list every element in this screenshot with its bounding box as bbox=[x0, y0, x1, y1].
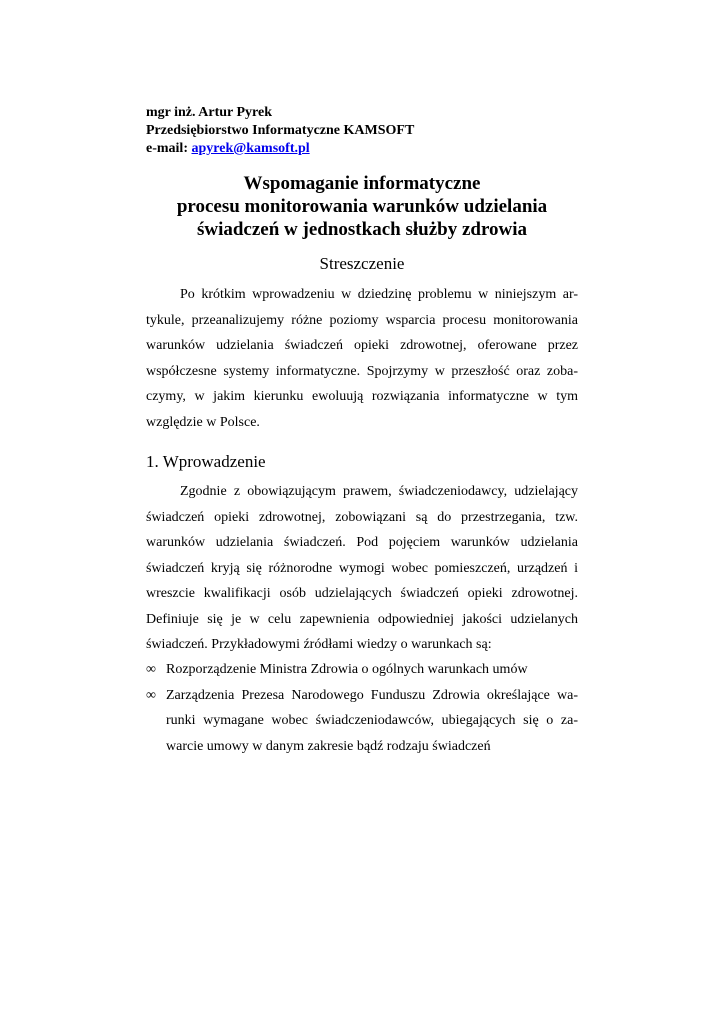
list-item bbox=[146, 683, 578, 760]
author-email-line bbox=[146, 140, 414, 158]
bullet-line: Zarządzenia Prezesa Narodowego Funduszu Zdrowia określające wa- bbox=[166, 687, 578, 703]
abstract-line: tykule, przeanalizujemy różne poziomy wsparcia procesu monitorowania bbox=[146, 312, 578, 328]
section-line: warunków udzielania świadczeń. Pod pojęciem warunków udzielania bbox=[146, 535, 578, 550]
abstract-line: względzie w Polsce. bbox=[146, 414, 260, 430]
bullet-line: runki wymagane wobec świadczeniodawców, ubiegających się o za- bbox=[166, 713, 578, 728]
abstract-line: czymy, w jakim kierunku ewoluują rozwiązania informatyczne w tym bbox=[146, 389, 578, 404]
bullet-list bbox=[146, 657, 578, 759]
section-paragraph bbox=[146, 479, 578, 658]
section-line: Definiuje się je w celu zapewnienia odpowiedniej jakości udzielanych bbox=[146, 611, 578, 627]
paper-title bbox=[146, 172, 578, 241]
section-heading: 1. Wprowadzenie bbox=[146, 452, 266, 471]
email-label: e-mail: bbox=[146, 141, 188, 156]
section-line: Zgodnie z obowiązującym prawem, świadczeniodawcy, udzielający bbox=[180, 484, 578, 499]
section-line: wreszcie kwalifikacji osób udzielających świadczeń opieki zdrowotnej. bbox=[146, 586, 578, 601]
bullet-symbol: ∞ bbox=[146, 662, 156, 677]
section-line: świadczeń opieki zdrowotnej, zobowiązani są do przestrzegania, tzw. bbox=[146, 509, 578, 525]
bullet-line: warcie umowy w danym zakresie bądź rodzaju świadczeń bbox=[166, 738, 491, 754]
bullet-line: Rozporządzenie Ministra Zdrowia o ogólnych warunkach umów bbox=[166, 662, 528, 677]
author-company: Przedsiębiorstwo Informatyczne KAMSOFT bbox=[146, 123, 415, 138]
abstract-paragraph bbox=[146, 282, 578, 435]
abstract-heading: Streszczenie bbox=[319, 254, 405, 273]
section-line: świadczeń kryją się różnorodne wymogi wobec pomieszczeń, urządzeń i bbox=[146, 560, 578, 576]
bullet-symbol: ∞ bbox=[146, 687, 156, 703]
list-item bbox=[146, 657, 578, 683]
abstract-line: Po krótkim wprowadzeniu w dziedzinę problemu w niniejszym ar- bbox=[180, 287, 578, 302]
title-line: świadczeń w jednostkach służby zdrowia bbox=[196, 219, 528, 240]
author-name: mgr inż. Artur Pyrek bbox=[146, 105, 272, 120]
author-block bbox=[146, 104, 414, 158]
title-line: procesu monitorowania warunków udzielania bbox=[176, 196, 548, 217]
title-line: Wspomaganie informatyczne bbox=[243, 173, 481, 194]
abstract-line: współczesne systemy informatyczne. Spojrzymy w przeszłość oraz zoba- bbox=[146, 363, 578, 379]
abstract-line: warunków udzielania świadczeń opieki zdrowotnej, oferowane przez bbox=[146, 338, 578, 353]
section-line: świadczeń. Przykładowymi źródłami wiedzy o warunkach są: bbox=[146, 637, 492, 652]
email-link[interactable]: apyrek@kamsoft.pl bbox=[191, 141, 310, 156]
